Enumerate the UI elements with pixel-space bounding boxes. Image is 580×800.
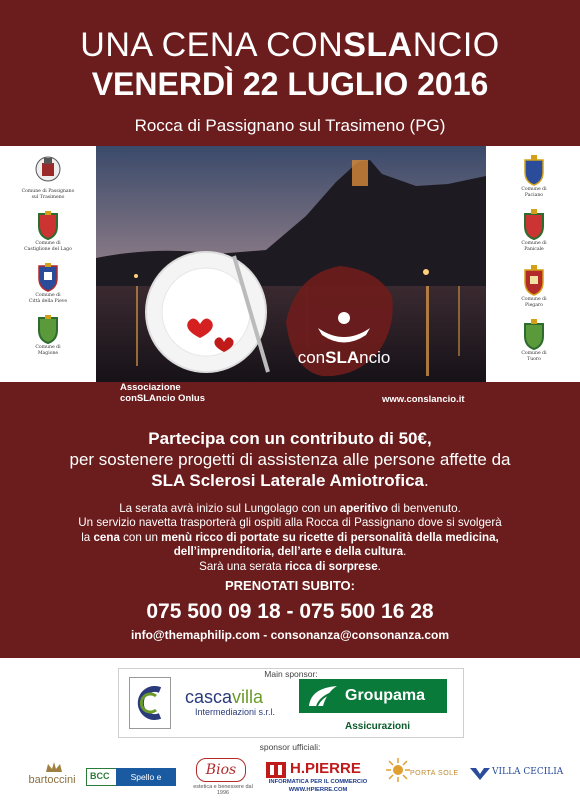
- sun-icon: [386, 758, 410, 782]
- event-title: [0, 26, 580, 65]
- desc-bold: dell’imprenditoria, dell’arte e della cultura: [173, 545, 404, 559]
- sponsor-porta-sole: [380, 758, 460, 794]
- town-crest-icon: [521, 264, 547, 296]
- crest-panicale: [486, 208, 580, 253]
- event-date: VENERDÌ 22 LUGLIO 2016: [91, 66, 489, 102]
- crest-label: Comune di: [521, 351, 547, 356]
- desc-bold: ricca di sorprese: [284, 559, 378, 573]
- crest-label: Castiglione del Lago: [24, 247, 72, 253]
- crest-label: Città della Pieve: [28, 299, 68, 305]
- event-venue: Rocca di Passignano sul Trasimeno (PG): [134, 116, 446, 135]
- crest-paciano: [486, 154, 580, 199]
- sponsor-bios: [190, 758, 256, 794]
- contribution-punct: .: [423, 471, 429, 490]
- crest-label: Magione: [37, 351, 59, 357]
- crest-label: Comune di: [35, 293, 61, 298]
- hpierre-logo-icon: [266, 760, 288, 780]
- cascavilla-sub: Intermediazioni s.r.l.: [195, 707, 276, 717]
- lake-photo-illustration: [96, 146, 486, 382]
- crest-label: Comune di Passignano: [21, 189, 75, 194]
- villa-cecilia-name: VILLA CECILIA: [492, 767, 564, 777]
- groupama-name: Groupama: [345, 687, 426, 704]
- crest-piegaro: [486, 264, 580, 309]
- association-line: conSLAncio Onlus: [120, 393, 205, 404]
- contribution-text: [0, 428, 580, 491]
- cascavilla-c-icon: [130, 678, 170, 728]
- hpierre-sub: INFORMATICA PER IL COMMERCIO: [268, 779, 368, 785]
- villa-cecilia-icon: [470, 766, 490, 782]
- crests-left: [0, 146, 96, 382]
- crest-label: Comune di: [521, 297, 547, 302]
- crest-label: Comune di: [521, 241, 547, 246]
- header-band: [0, 0, 580, 146]
- logo-text: con: [297, 348, 326, 367]
- lake-night-photo: [96, 146, 486, 382]
- logo-wordmark: [296, 348, 392, 368]
- title-part: NCIO: [412, 26, 500, 64]
- logo-text-bold: SLA: [325, 348, 360, 367]
- bartoccini-name: bartoccini: [28, 774, 76, 786]
- main-sponsor-box: [118, 668, 464, 738]
- bios-name: Bios: [196, 758, 246, 782]
- desc-text: .: [403, 545, 407, 559]
- desc-bold: menù ricco di portate su ricette di personalità della medicina,: [161, 530, 499, 544]
- desc-text: .: [377, 559, 381, 573]
- crest-castiglione: [0, 210, 96, 253]
- crest-magione: [0, 314, 96, 357]
- town-crest-icon: [35, 314, 61, 344]
- crest-label: Piegaro: [525, 303, 543, 309]
- sponsor-hpierre: [266, 758, 370, 794]
- groupama-leaf-icon: [307, 684, 341, 708]
- town-crest-icon: [35, 210, 61, 240]
- desc-bold: cena: [93, 530, 120, 544]
- booking-phones[interactable]: 075 500 09 18 - 075 500 16 28: [146, 600, 434, 623]
- groupama-logo: [299, 679, 447, 713]
- groupama-assicurazioni: Assicurazioni: [345, 721, 411, 732]
- desc-text: di benvenuto.: [387, 502, 461, 515]
- desc-line: Un servizio navetta trasporterà gli ospiti alla Rocca di Passignano dove si svolgerà: [78, 516, 502, 530]
- title-bold-part: SLA: [343, 26, 413, 64]
- crest-citta-della-pieve: [0, 262, 96, 305]
- event-description: [0, 502, 580, 574]
- contribution-line: per sostenere progetti di assistenza alle persone affette da: [69, 450, 511, 469]
- crest-label: Comune di: [521, 187, 547, 192]
- desc-text: La serata avrà inizio sul Lungolago con un: [119, 502, 340, 515]
- crest-label: Comune di: [35, 241, 61, 246]
- sponsor-bcc: [86, 758, 178, 800]
- town-crest-icon: [35, 262, 61, 292]
- sponsor-villa-cecilia: [470, 758, 570, 794]
- villa-part: villa: [232, 687, 264, 707]
- crest-label: Paciano: [524, 193, 544, 199]
- bartoccini-crown-icon: [44, 760, 64, 774]
- smile-logo-icon: [296, 308, 392, 348]
- desc-text: Sarà una serata: [199, 559, 285, 573]
- booking-label: PRENOTATI SUBITO:: [225, 578, 355, 593]
- cascavilla-logo: [129, 677, 171, 729]
- sponsor-bartoccini: [22, 758, 82, 794]
- conslancio-logo: [296, 300, 392, 380]
- hpierre-name: H.PIERRE: [290, 760, 361, 777]
- town-crest-icon: [35, 152, 61, 188]
- contribution-disease: SLA Sclerosi Laterale Amiotrofica: [151, 471, 424, 490]
- contribution-line: Partecipa con un contributo di 50€,: [148, 429, 432, 448]
- town-crest-icon: [521, 154, 547, 186]
- town-crest-icon: [521, 208, 547, 240]
- desc-text: con un: [119, 530, 162, 544]
- crest-label: Comune di: [35, 345, 61, 350]
- title-part: UNA CENA CON: [80, 26, 344, 64]
- main-sponsor-title-text: Main sponsor:: [260, 669, 321, 679]
- bcc-name: BCC: [90, 771, 110, 781]
- crest-label: Tuoro: [527, 357, 541, 363]
- booking-emails[interactable]: info@themaphilip.com - consonanza@consonanza.com: [130, 628, 450, 642]
- town-crest-icon: [521, 318, 547, 350]
- crest-label: Panicale: [524, 247, 544, 253]
- bios-sub: estetica e benessere dal 1996: [193, 784, 253, 796]
- hpierre-url: WWW.HPIERRE.COM: [288, 787, 348, 793]
- crest-passignano: [0, 152, 96, 201]
- association-line: Associazione: [120, 382, 181, 393]
- logo-text: ncio: [359, 348, 391, 367]
- porta-sole-name: PORTA SOLE: [410, 770, 459, 777]
- cascavilla-name: [185, 687, 263, 708]
- crest-label: sul Trasimeno: [31, 195, 65, 201]
- website-link[interactable]: www.conslancio.it: [382, 394, 465, 405]
- info-band: [0, 382, 580, 658]
- official-sponsors-title: sponsor ufficiali:: [259, 742, 321, 752]
- casca-part: casca: [185, 687, 233, 707]
- crest-tuoro: [486, 318, 580, 363]
- desc-text: la: [81, 530, 94, 544]
- crests-right: [486, 146, 580, 382]
- association-name: [120, 382, 240, 404]
- photo-band: [0, 146, 580, 382]
- desc-bold: aperitivo: [339, 502, 388, 515]
- bcc-branch: Spello e Bettona: [116, 768, 176, 786]
